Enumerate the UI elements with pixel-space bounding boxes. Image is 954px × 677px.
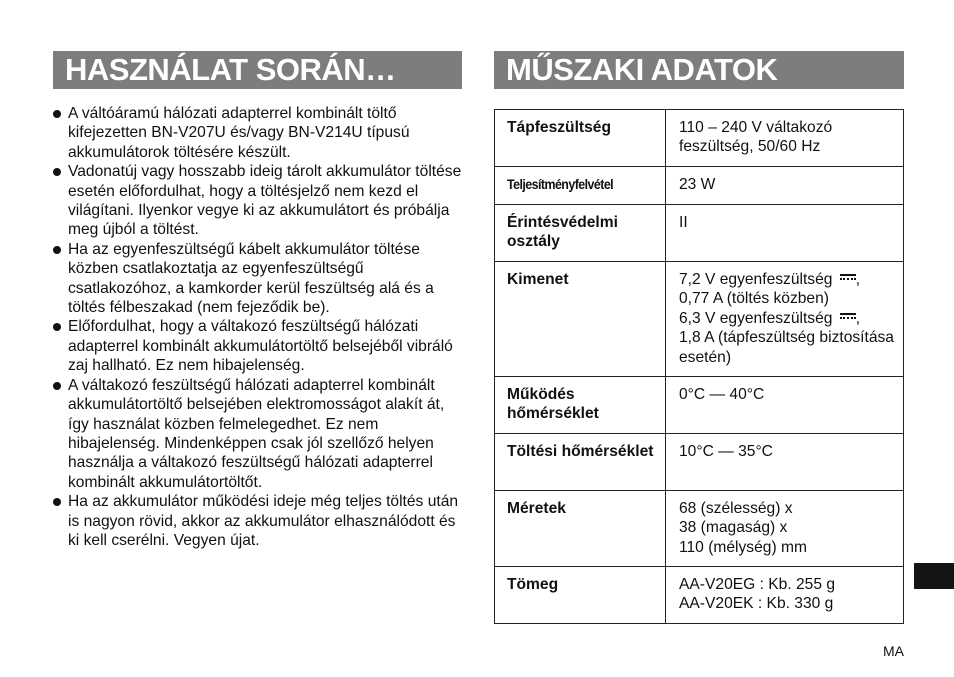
output-line — [679, 270, 895, 289]
output-comma-1: , — [855, 271, 861, 288]
output-voltage-1: 7,2 V egyenfeszültség — [679, 271, 833, 288]
table-row — [495, 491, 904, 567]
dimension-depth: 110 (mélység) mm — [679, 538, 807, 556]
list-item — [53, 162, 465, 240]
bullet-text: Ha az egyenfeszültségű kábelt akkumulátor töltése közben csatlakoztatja az egyenfeszültségű csatlakozóhoz, a kamkorder kerül feszültség alá és a töltés félbeszakad (nem fejeződik be). — [68, 240, 434, 317]
dimension-width: 68 (szélesség) x — [679, 500, 793, 517]
list-item — [53, 317, 465, 375]
spec-value — [666, 567, 904, 624]
table-row — [495, 434, 904, 491]
bullet-text: A váltóáramú hálózati adapterrel kombinált töltő kifejezetten BN-V207U és/vagy BN-V214U típusú akkumulátorok töltésére készült. — [68, 105, 410, 161]
page-language-code: MA — [883, 643, 904, 659]
bullet-icon — [53, 168, 61, 176]
list-item — [53, 104, 465, 162]
spec-label: Töltési hőmérséklet — [495, 434, 666, 491]
output-voltage-2: 6,3 V egyenfeszültség — [679, 309, 833, 327]
spec-label: Méretek — [495, 491, 666, 567]
spec-value: II — [666, 205, 904, 262]
list-item — [53, 376, 465, 492]
usage-notes-list — [53, 104, 465, 550]
bullet-text: A váltakozó feszültségű hálózati adapterrel kombinált akkumulátortöltő belsejében elektromosságot alakít át, így használat közben felmelegedhet. Ez nem hibajelenség. Mindenképpen csak jól szellőző helyen használja a váltakozó feszültségű hálózati adapterrel kombinált akkumulátortöltőt. — [68, 376, 445, 491]
table-row — [495, 167, 904, 205]
bullet-icon — [53, 110, 61, 118]
spec-label: Kimenet — [495, 262, 666, 377]
spec-value: 23 W — [666, 167, 904, 205]
weight-eg: AA-V20EG : Kb. 255 g — [679, 576, 836, 593]
bullet-icon — [53, 246, 61, 254]
output-current-1: 0,77 A (töltés közben) — [679, 290, 829, 308]
output-current-2: 1,8 A (tápfeszültség biztosítása esetén) — [679, 329, 894, 366]
table-row — [495, 262, 904, 377]
spec-label: Tömeg — [495, 567, 666, 624]
table-row — [495, 567, 904, 624]
table-row — [495, 377, 904, 434]
bullet-text: Előfordulhat, hogy a váltakozó feszültségű hálózati adapterrel kombinált akkumulátortöltő belsejéből vibráló zaj hallható. Ez nem hibajelenség. — [68, 318, 453, 375]
table-row — [495, 110, 904, 167]
spec-value: 110 – 240 V váltakozó feszültség, 50/60 Hz — [666, 110, 904, 167]
output-line — [679, 309, 895, 328]
spec-value: 0°C — 40°C — [666, 377, 904, 434]
list-item — [53, 492, 465, 550]
spec-value — [666, 262, 904, 377]
bullet-icon — [53, 498, 61, 506]
spec-label: Érintésvédelmi osztály — [495, 205, 666, 262]
section-tab-marker — [914, 563, 954, 589]
spec-label — [495, 167, 666, 205]
spec-value — [666, 491, 904, 567]
specs-table — [494, 109, 904, 624]
dimension-height: 38 (magaság) x — [679, 519, 788, 537]
table-row — [495, 205, 904, 262]
bullet-text: Vadonatúj vagy hosszabb ideig tárolt akkumulátor töltése esetén előfordulhat, hogy a töltésjelző nem kezd el világítani. Ilyenkor vegye ki az akkumulátort és próbálja meg újból a töltést. — [68, 163, 462, 239]
bullet-icon — [53, 382, 61, 390]
spec-label: Tápfeszültség — [495, 110, 666, 167]
weight-ek: AA-V20EK : Kb. 330 g — [679, 595, 834, 613]
bullet-text: Ha az akkumulátor működési ideje még teljes töltés után is nagyon rövid, akkor az akkumulátor elhasználódott és ki kell cserélni. Vegyen újat. — [68, 493, 459, 549]
spec-label-text: Teljesítményfelvétel — [507, 177, 614, 192]
list-item — [53, 240, 465, 318]
dc-voltage-icon — [840, 311, 856, 321]
spec-label: Működés hőmérséklet — [495, 377, 666, 434]
section-heading-usage: HASZNÁLAT SORÁN… — [53, 51, 462, 89]
dc-voltage-icon — [840, 272, 856, 282]
bullet-icon — [53, 323, 61, 331]
spec-value: 10°C — 35°C — [666, 434, 904, 491]
output-comma-2: , — [855, 309, 861, 327]
section-heading-specs: MŰSZAKI ADATOK — [494, 51, 904, 89]
